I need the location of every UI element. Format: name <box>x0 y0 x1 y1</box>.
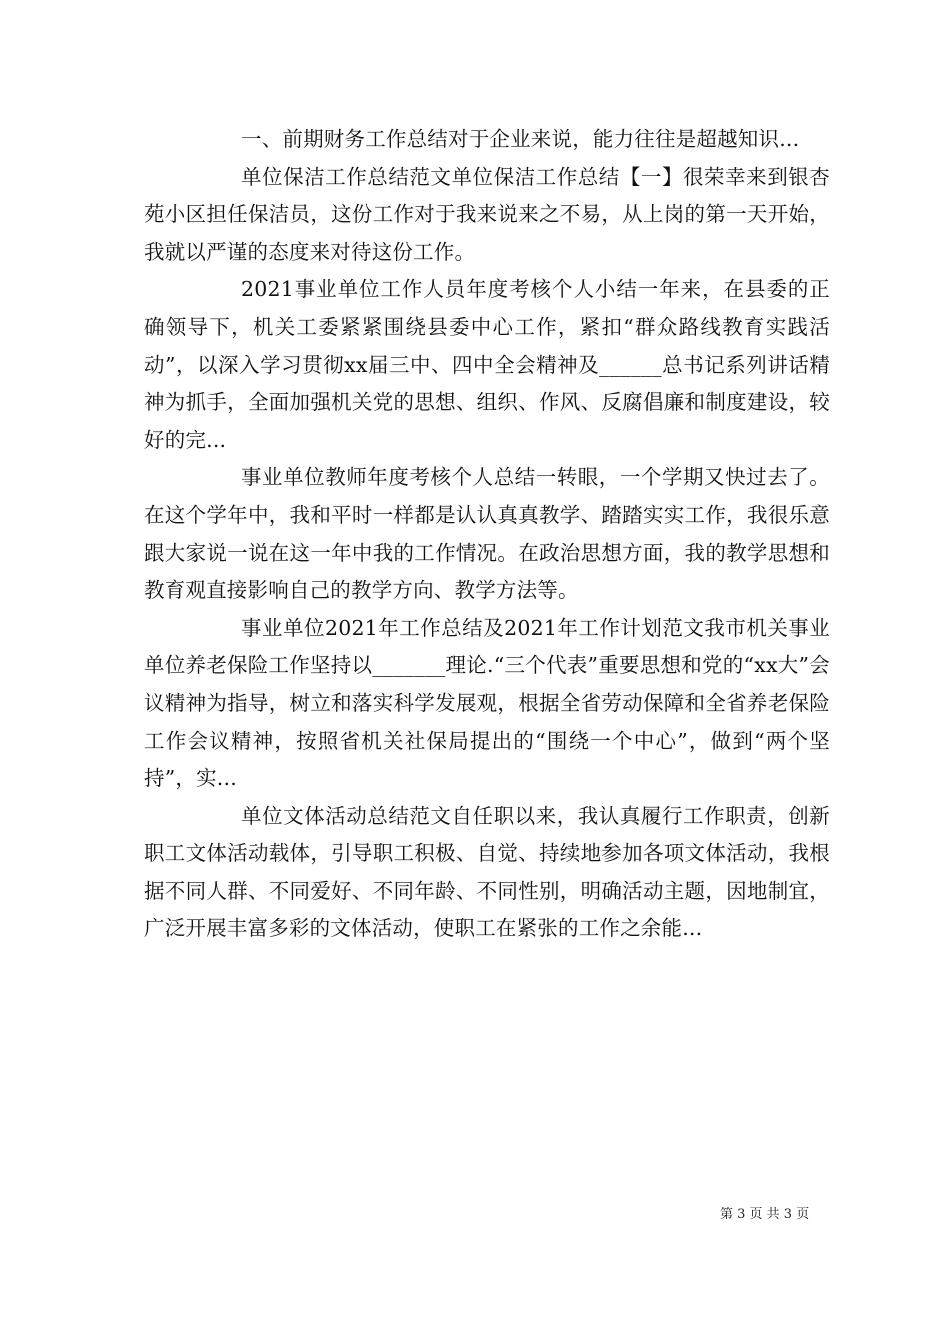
paragraph-4: 事业单位教师年度考核个人总结一转眼，一个学期又快过去了。在这个学年中，我和平时一样都是认认真真教学、踏踏实实工作，我很乐意跟大家说一说在这一年中我的工作情况。在政治思想方面，我的教学思想和教育观直接影响自己的教学方向、教学方法等。 <box>144 465 830 603</box>
paragraph-3: 2021事业单位工作人员年度考核个人小结一年来，在县委的正确领导下，机关工委紧紧围绕县委中心工作，紧扣“群众路线教育实践活动”，以深入学习贯彻xx届三中、四中全会精神及______总书记系列讲话精神为抓手，全面加强机关党的思想、组织、作风、反腐倡廉和制度建设，较好的完... <box>144 277 830 452</box>
paragraph-1: 一、前期财务工作总结对于企业来说，能力往往是超越知识... <box>241 127 800 151</box>
page-number-footer: 第 3 页 共 3 页 <box>720 1207 810 1222</box>
document-body <box>144 121 830 948</box>
paragraph-5: 事业单位2021年工作总结及2021年工作计划范文我市机关事业单位养老保险工作坚持以_______理论.“三个代表”重要思想和党的“xx大”会议精神为指导，树立和落实科学发展观，根据全省劳动保障和全省养老保险工作会议精神，按照省机关社保局提出的“围绕一个中心”，做到“两个坚持”，实... <box>144 615 830 791</box>
paragraph-6: 单位文体活动总结范文自任职以来，我认真履行工作职责，创新职工文体活动载体，引导职工积极、自觉、持续地参加各项文体活动，我根据不同人群、不同爱好、不同年龄、不同性别，明确活动主题，因地制宜，广泛开展丰富多彩的文体活动，使职工在紧张的工作之余能... <box>144 803 830 941</box>
paragraph-2: 单位保洁工作总结范文单位保洁工作总结【一】很荣幸来到银杏苑小区担任保洁员，这份工作对于我来说来之不易，从上岗的第一天开始，我就以严谨的态度来对待这份工作。 <box>144 164 830 264</box>
